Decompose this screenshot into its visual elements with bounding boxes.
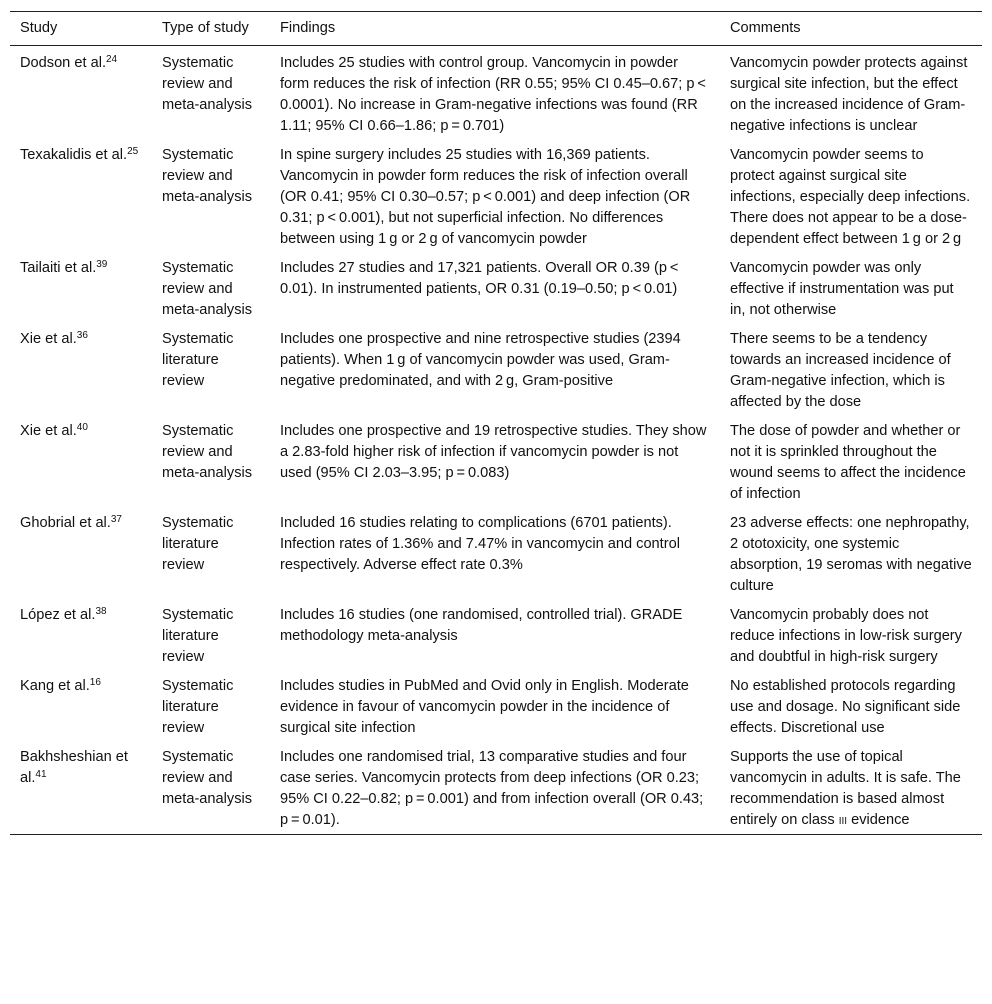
comments-text: The dose of powder and whether or not it is sprinkled throughout the wound seems to affect the incidence of infection (730, 423, 966, 502)
cell-type-of-study: Systematic literature review (162, 678, 234, 736)
study-name: Texakalidis et al. (20, 147, 128, 163)
reference-number: 24 (106, 54, 118, 65)
table-row (10, 323, 982, 415)
header-comments: Comments (730, 20, 801, 36)
cell-study (10, 415, 152, 507)
table-row (10, 46, 982, 140)
study-name: Xie et al. (20, 331, 77, 347)
evidence-class: III (838, 816, 848, 827)
study-name: Dodson et al. (20, 55, 106, 71)
cell-findings: Included 16 studies relating to complications (6701 patients). Infection rates of 1.36% and 7.47% in vancomycin and control respectively. Adverse effect rate 0.3% (280, 515, 680, 573)
table-row (10, 599, 982, 670)
cell-study (10, 507, 152, 599)
reference-number: 36 (76, 330, 88, 341)
cell-findings: Includes 27 studies and 17,321 patients. Overall OR 0.39 (p < 0.01). In instrumented patients, OR 0.31 (0.19–0.50; p < 0.01) (280, 260, 682, 297)
study-name: Kang et al. (20, 678, 90, 694)
comments-text: 23 adverse effects: one nephropathy, 2 ototoxicity, one systemic absorption, 19 seromas with negative culture (730, 515, 972, 594)
table-row (10, 252, 982, 323)
cell-comments (720, 741, 982, 835)
cell-type-of-study: Systematic review and meta-analysis (162, 55, 253, 113)
cell-study (10, 139, 152, 252)
cell-type-of-study: Systematic literature review (162, 607, 234, 665)
study-name: Tailaiti et al. (20, 260, 97, 276)
cell-type-of-study: Systematic review and meta-analysis (162, 260, 253, 318)
cell-comments (720, 599, 982, 670)
cell-type-of-study: Systematic literature review (162, 515, 234, 573)
header-findings: Findings (280, 20, 336, 36)
comments-text: Supports the use of topical vancomycin in adults. It is safe. The recommendation is based almost entirely on class (730, 749, 961, 828)
reference-number: 16 (89, 677, 101, 688)
cell-study (10, 670, 152, 741)
cell-type-of-study: Systematic literature review (162, 331, 234, 389)
cell-comments (720, 323, 982, 415)
cell-study (10, 599, 152, 670)
comments-text: Vancomycin powder protects against surgical site infection, but the effect on the increased incidence of Gram-negative infections is unclear (730, 55, 968, 134)
cell-findings: Includes 25 studies with control group. Vancomycin in powder form reduces the risk of infection (RR 0.55; 95% CI 0.45–0.67; p < 0.0001). No increase in Gram-negative infections was found (RR 1.11; 95% CI 0.66–1.86; p = 0.701) (280, 55, 709, 134)
cell-findings: Includes studies in PubMed and Ovid only in English. Moderate evidence in favour of vancomycin powder in the incidence of surgical site infection (280, 678, 689, 736)
reference-number: 40 (76, 422, 88, 433)
header-type-of-study: Type of study (162, 20, 249, 36)
cell-comments (720, 415, 982, 507)
table-header-row (10, 12, 982, 46)
cell-findings: In spine surgery includes 25 studies with 16,369 patients. Vancomycin in powder form reduces the risk of infection overall (OR 0.41; 95% CI 0.30–0.57; p < 0.001) and deep infection (OR 0.31; p < 0.001), but not superficial infection. No differences between using 1 g or 2 g of vancomycin powder (280, 147, 691, 247)
table-row (10, 741, 982, 835)
table-row (10, 415, 982, 507)
table-row (10, 139, 982, 252)
cell-study (10, 46, 152, 140)
reference-number: 38 (95, 606, 107, 617)
comments-text: Vancomycin powder was only effective if instrumentation was put in, not otherwise (730, 260, 954, 318)
cell-comments (720, 252, 982, 323)
table-row (10, 507, 982, 599)
reference-number: 37 (110, 514, 122, 525)
comments-text: There seems to be a tendency towards an increased incidence of Gram-negative infection, which is affected by the dose (730, 331, 951, 410)
study-name: Xie et al. (20, 423, 77, 439)
cell-study (10, 741, 152, 835)
study-name: Ghobrial et al. (20, 515, 111, 531)
cell-type-of-study: Systematic review and meta-analysis (162, 749, 253, 807)
comments-text: Vancomycin probably does not reduce infections in low-risk surgery and doubtful in high-risk surgery (730, 607, 962, 665)
cell-comments (720, 46, 982, 140)
cell-study (10, 323, 152, 415)
reference-number: 41 (35, 769, 47, 780)
header-study: Study (20, 20, 58, 36)
cell-type-of-study: Systematic review and meta-analysis (162, 147, 253, 205)
cell-findings: Includes 16 studies (one randomised, controlled trial). GRADE methodology meta-analysis (280, 607, 683, 644)
cell-comments (720, 670, 982, 741)
comments-text: No established protocols regarding use and dosage. No significant side effects. Discretional use (730, 678, 961, 736)
comments-tail: evidence (851, 812, 910, 828)
table-row (10, 670, 982, 741)
reference-number: 39 (96, 259, 108, 270)
study-name: López et al. (20, 607, 96, 623)
cell-comments (720, 139, 982, 252)
cell-comments (720, 507, 982, 599)
cell-findings: Includes one prospective and 19 retrospective studies. They show a 2.83-fold higher risk of infection if vancomycin powder is not used (95% CI 2.03–3.95; p = 0.083) (280, 423, 707, 481)
reference-number: 25 (127, 146, 139, 157)
cell-type-of-study: Systematic review and meta-analysis (162, 423, 253, 481)
cell-study (10, 252, 152, 323)
cell-findings: Includes one randomised trial, 13 comparative studies and four case series. Vancomycin protects from deep infections (OR 0.23; 95% CI 0.22–0.82; p = 0.001) and from infection overall (OR 0.43; p = 0.01). (280, 749, 704, 828)
evidence-table (10, 11, 982, 835)
cell-findings: Includes one prospective and nine retrospective studies (2394 patients). When 1 g of vancomycin powder was used, Gram-negative predominated, and with 2 g, Gram-positive (280, 331, 681, 389)
study-name: Bakhsheshian et al. (20, 749, 128, 786)
comments-text: Vancomycin powder seems to protect against surgical site infections, especially deep infections. There does not appear to be a dose-dependent effect between 1 g or 2 g (730, 147, 971, 247)
